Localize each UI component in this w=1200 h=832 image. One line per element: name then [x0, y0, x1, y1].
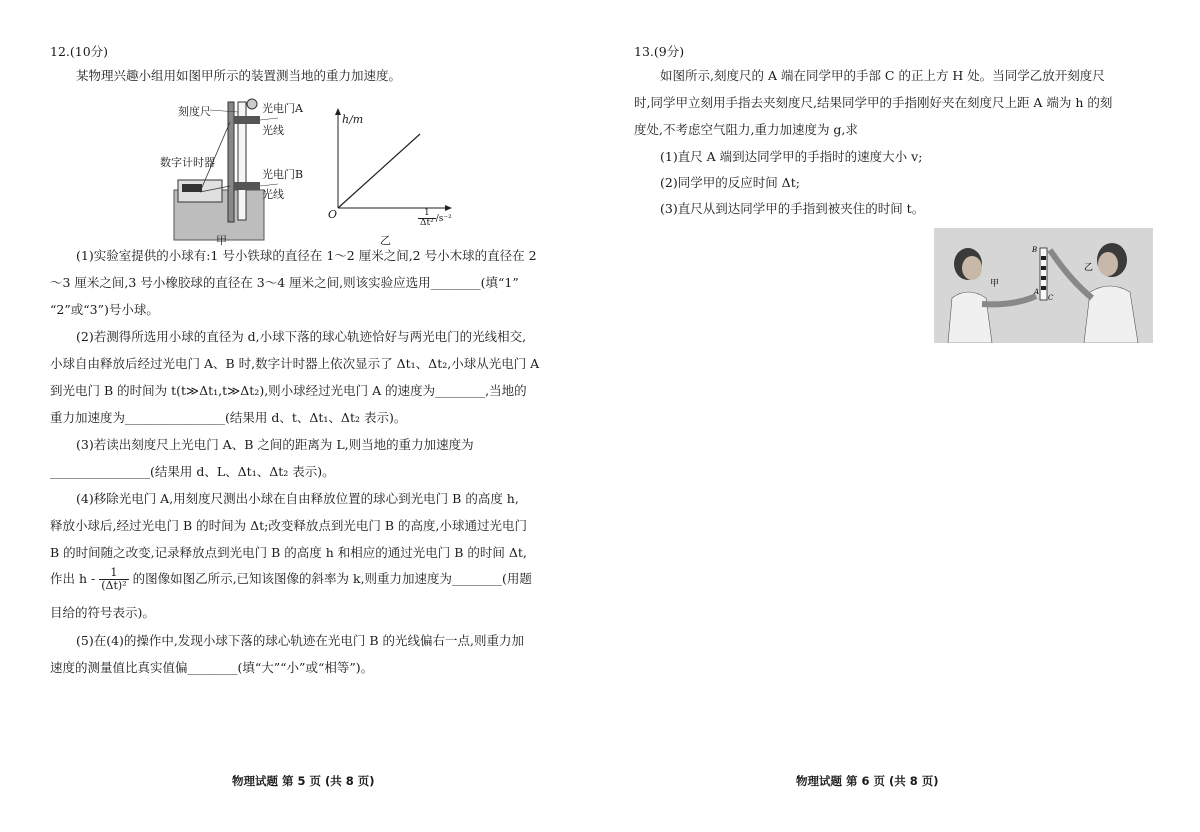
q13-line-6: (3)直尺从到达同学甲的手指到被夹住的时间 t。 — [660, 201, 925, 216]
q12-line-5: 小球自由释放后经过光电门 A、B 时,数字计时器上依次显示了 Δt₁、Δt₂,小球从光电门 A — [50, 356, 540, 371]
photo-label-c: C — [1048, 294, 1054, 302]
q12-line-6: 到光电门 B 的时间为 t(t≫Δt₁,t≫Δt₂),则小球经过光电门 A 的速度为________,当地的 — [50, 383, 527, 398]
label-light-a: 光线 — [262, 124, 284, 137]
girl-jia-body — [948, 292, 992, 343]
label-photogate-b: 光电门B — [262, 168, 304, 181]
photo-label-jia: 甲 — [990, 279, 1000, 289]
question-12-header: 12.(10分) — [50, 44, 109, 59]
stand-pole — [228, 102, 234, 222]
q13-line-1: 如图所示,刻度尺的 A 端在同学甲的手部 C 的正上方 H 处。当同学乙放开刻度尺 — [660, 68, 1105, 83]
q12-line-8: (3)若读出刻度尺上光电门 A、B 之间的距离为 L,则当地的重力加速度为 — [76, 437, 474, 452]
label-photogate-a: 光电门A — [262, 102, 303, 115]
photo-label-a: A — [1034, 288, 1040, 296]
q12-line-16: 速度的测量值比真实值偏________(填“大”“小”或“相等”)。 — [50, 660, 374, 675]
q12-line-9: ________________(结果用 d、L、Δt₁、Δt₂ 表示)。 — [50, 464, 335, 479]
ball — [247, 99, 257, 109]
label-ruler: 刻度尺 — [178, 105, 211, 118]
q13-line-3: 度处,不考虑空气阻力,重力加速度为 g,求 — [634, 122, 858, 137]
question-12-intro: 某物理兴趣小组用如图甲所示的装置测当地的重力加速度。 — [76, 68, 402, 83]
photo-label-b: B — [1032, 246, 1038, 254]
photo-label-yi: 乙 — [1084, 263, 1094, 273]
q12-frac-den: (Δt)² — [101, 579, 127, 592]
girl-jia-face — [962, 256, 982, 280]
q12-frac-prefix: 作出 h - — [50, 571, 96, 586]
question-13-header: 13.(9分) — [634, 44, 685, 59]
q12-line-12: B 的时间随之改变,记录释放点到光电门 B 的高度 h 和相应的通过光电门 B 的时间 Δt, — [50, 545, 527, 560]
q12-line-4: (2)若测得所选用小球的直径为 d,小球下落的球心轨迹恰好与两光电门的光线相交, — [76, 329, 527, 344]
caption-yi: 乙 — [380, 234, 391, 247]
q13-line-2: 时,同学甲立刻用手指去夹刻度尺,结果同学甲的手指刚好夹在刻度尺上距 A 端为 h 的刻 — [634, 95, 1113, 110]
graph-origin: O — [328, 208, 338, 221]
q12-frac — [99, 567, 128, 592]
graph-line — [338, 134, 420, 208]
q13-line-5: (2)同学甲的反应时间 Δt; — [660, 175, 800, 190]
left-footer: 物理试题 第 5 页 (共 8 页) — [232, 774, 375, 788]
q12-line-11: 释放小球后,经过光电门 B 的时间为 Δt;改变释放点到光电门 B 的高度,小球通过光电门 — [50, 518, 527, 533]
photogate-a — [234, 116, 260, 124]
q12-line-3: “2”或“3”)号小球。 — [50, 302, 159, 317]
q12-line-1: (1)实验室提供的小球有:1 号小铁球的直径在 1～2 厘米之间,2 号小木球的直径在 2 — [76, 248, 537, 263]
q12-line-14: 目给的符号表示)。 — [50, 605, 155, 620]
q12-line-2: ～3 厘米之间,3 号小橡胶球的直径在 3～4 厘米之间,则该实验应选用________(填“1” — [50, 275, 519, 290]
q12-line-13 — [50, 566, 532, 592]
graph-xlabel-num: 1 — [418, 209, 436, 219]
q12-line-10: (4)移除光电门 A,用刻度尺测出小球在自由释放位置的球心到光电门 B 的高度 h, — [76, 491, 519, 506]
photogate-b — [234, 182, 260, 190]
q13-line-4: (1)直尺 A 端到达同学甲的手指时的速度大小 v; — [660, 149, 923, 164]
girl-yi-face — [1098, 252, 1118, 276]
label-light-b: 光线 — [262, 188, 284, 201]
label-digital-timer: 数字计时器 — [160, 156, 215, 169]
q12-line-7: 重力加速度为________________(结果用 d、t、Δt₁、Δt₂ 表示)。 — [50, 410, 407, 425]
q12-frac-suffix: 的图像如图乙所示,已知该图像的斜率为 k,则重力加速度为________(用题 — [132, 571, 532, 586]
right-page — [600, 0, 1200, 832]
graph-xlabel — [418, 209, 452, 228]
graph-xlabel-frac — [418, 209, 436, 228]
timer-display — [182, 184, 202, 192]
q12-frac-num: 1 — [99, 567, 128, 580]
photo-ruler — [1040, 248, 1047, 300]
right-footer: 物理试题 第 6 页 (共 8 页) — [796, 774, 939, 788]
graph-xlabel-den: Δt² — [420, 218, 434, 228]
graph-xlabel-unit: /s⁻² — [435, 214, 452, 224]
students-photo — [934, 228, 1153, 343]
caption-jia: 甲 — [216, 234, 227, 247]
q12-line-15: (5)在(4)的操作中,发现小球下落的球心轨迹在光电门 B 的光线偏右一点,则重力加 — [76, 633, 524, 648]
graph-ylabel: h/m — [342, 113, 364, 126]
